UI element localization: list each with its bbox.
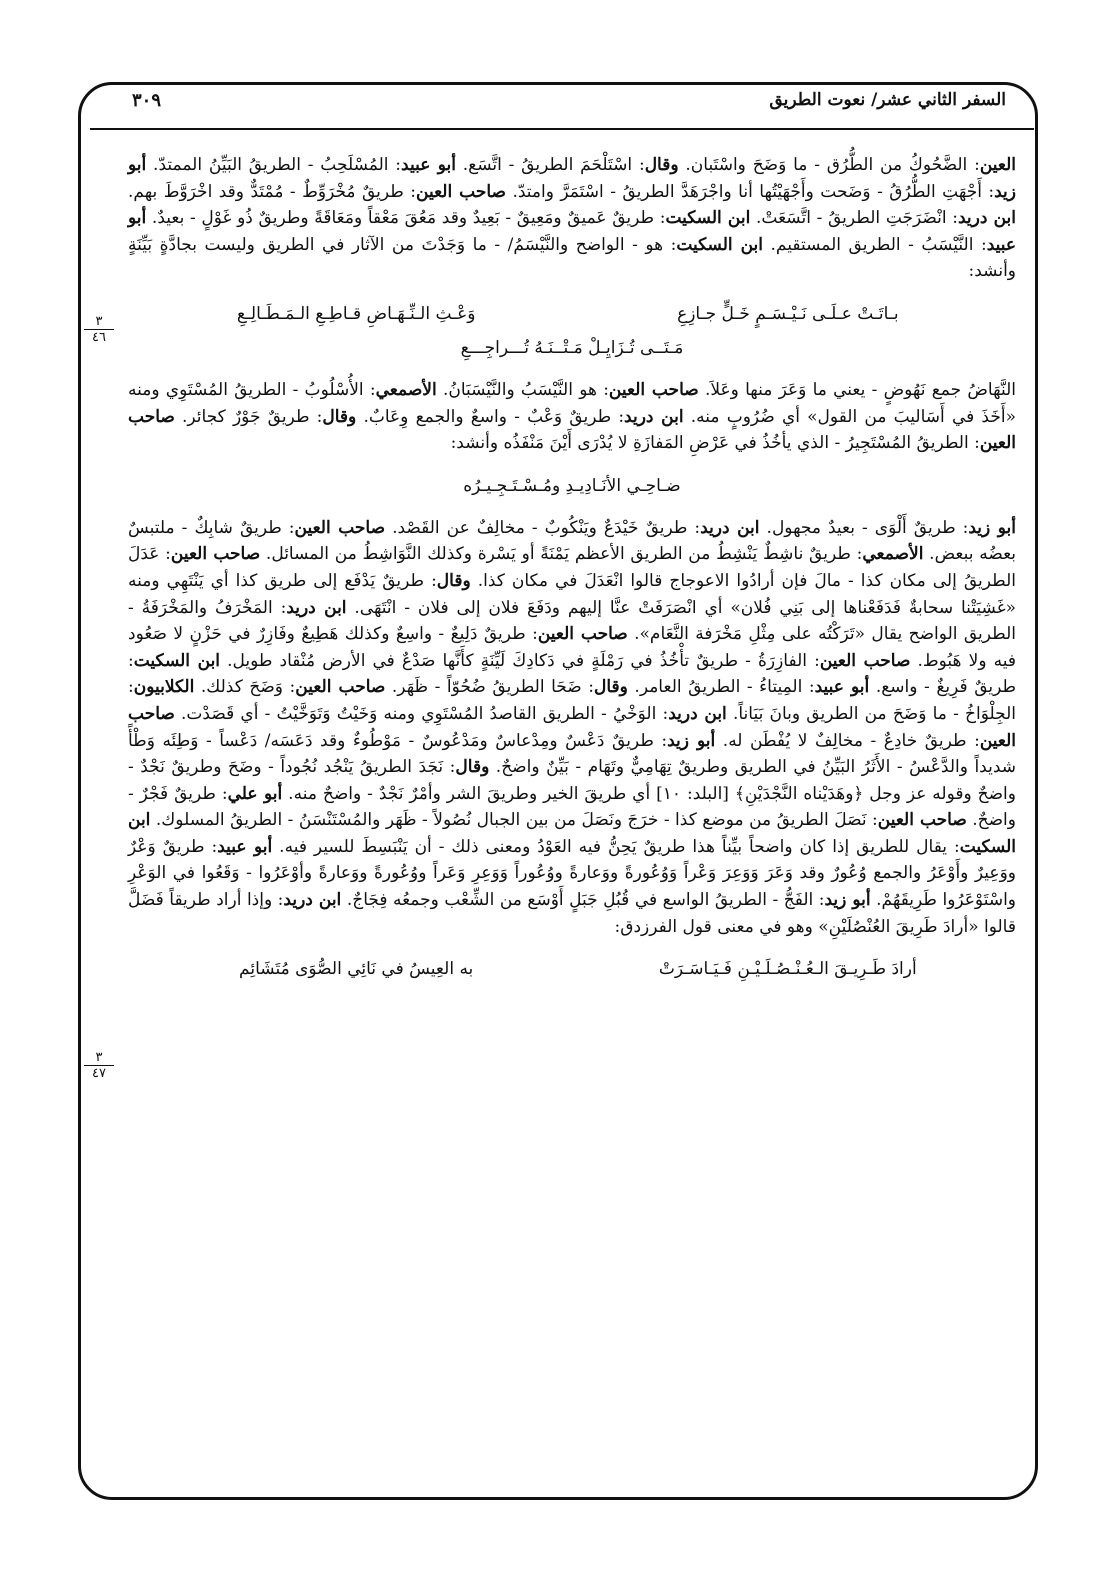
poem — [128, 297, 1016, 365]
page-number: ٣٠٩ — [132, 90, 162, 111]
running-title: السفر الثاني عشر/ نعوت الطريق — [769, 90, 1006, 110]
page-header — [110, 90, 1006, 118]
paragraph: أبو زيد: طريقٌ أَلْوَى - بعيدٌ مجهول. ابن دريد: طريقٌ خَيْدَعٌ ويَنْكُوبٌ - مخالِفٌ عن القَصْد. صاحب العين: طريقٌ شابِكٌ - ملتبسٌ بعضُه ببعض. الأصمعي: طريقٌ ناشِطٌ يَنْشِطُ من الطريق الأعظم يَمْنَةً أو يَسْرة وكذلك النَّوَاشِطُ من المسائل. صاحب العين: عَدَلَ الطريقُ إلى مكان كذا - مالَ فإن أرادُوا الاعوجاج قالوا انْعَدَلَ في مكان كذا. وقال: طريقٌ يَدْفَع إلى طريق كذا أي يَنْتَهِي ومنه «غَشِيَتْنا سحابةٌ فَدَفَعْناها إلى بَنِي فُلان» أي انْصَرَفَتْ عنَّا إليهم ودَفَعَ فلان إلى فلان - انْتَهَى. ابن دريد: المَخْرَفُ والمَخْرَفَةُ - الطريق الواضح يقال «تَرَكْتُه على مِثْلِ مَخْرَفة النَّعَام». صاحب العين: طريقٌ دَلِيعٌ - واسِعٌ وكذلك هَطِيعٌ وفَازِرٌ في حَزْنٍ لا صَعُود فيه ولا هَبُوط. صاحب العين: الفازِرَةُ - طريقٌ تأْخُذُ في رَمْلَةٍ في دَكادِكَ لَيِّنَةٍ كأَنَّها صَدْعٌ في الأرض مُنْقاد طويل. ابن السكيت: طريقٌ فَرِيغٌ - واسع. أبو عبيد: المِيتاءُ - الطريقُ العامر. وقال: ضَحَا الطريقُ ضُحُوّاً - ظَهَر. صاحب العين: وَضَحَ كذلك. الكلابيون: الجِلْوَاخُ - ما وَضَحَ من الطريق وبانَ بَيَاناً. ابن دريد: الوَخْيُ - الطريق القاصدُ المُسْتَوِي ومنه وَخَيْتُ وَتَوَخَّيْتُ - أي قَصَدْت. صاحب العين: طريقٌ خادِعٌ - مخالِفٌ لا يُفْطَن له. أبو زيد: طريقٌ دَعْسٌ ومِدْعاسٌ ومَدْعُوسٌ - مَوْطُوءٌ وقد دَعَسَه/ دَعْساً - وَطِئَه وَطْأً شديداً والدَّعْسُ - الأَثَرُ البَيِّنُ في الطريق وطريقٌ تِهَامِيٌّ وتَهَام - بَيِّنٌ واضحٌ. وقال: نَجَدَ الطريقُ يَنْجُد نُجُوداً - وضَحَ وطريقٌ نَجْدٌ - واضحٌ وقوله عز وجل ﴿وهَدَيْناه النَّجْدَيْنِ﴾ [البلد: ١٠] أي طريقَ الخير وطريقَ الشر وأمْرٌ نَجْدٌ - واضحٌ منه. أبو علي: طريقٌ فَجْرٌ - واضحٌ. صاحب العين: نَصَلَ الطريقُ من موضع كذا - خرَجَ ونَصَلَ من بين الجبال نُصُولاً - ظَهَر والمُسْتَنْسَنُ - الطريقُ المسلوك. ابن السكيت: يقال للطريق إذا كان واضحاً بيِّناً هذا طريقٌ يَحِنُّ فيه العَوْدُ ومعنى ذلك - أن يَنْبَسِطَ للسير فيه. أبو عبيد: طريقٌ وَعْرٌ ووَعِيرٌ وأَوْعَرُ والجمع وُعُورٌ وقد وَعَرَ وَوَعِرَ وَعْراً وَوُعُورةً ووَعارةً ووُعُوراً وَوَعِرِ وَعَراً ووُعُورةً ووَعارةً وأوْعَرُوا - وَقَعُوا في الوَعْرِ واسْتَوْعَرُوا طَرِيقَهُمْ. أبو زيد: الفَجُّ - الطريقُ الواسع في قُبُلِ جَبَلٍ أَوْسَع من الشِّعْب وجمعُه فِجَاجٌ. ابن دريد: وإذا أراد طريقاً فَضَلَّ قالوا «أرادَ طَرِيقَ العُنْصُلَيْنِ» وهو في معنى قول الفرزدق: — [128, 517, 1017, 937]
hemistich: بـاتَـتْ عـلَـى نَـيْـسَـمٍ خَـلٍّ جـازِعِ — [677, 303, 899, 324]
hemistich: أرادَ طَـرِيـقَ الـعُـنْـصُـلَـيْـنِ فَـيَـاسَـرَتْ — [658, 959, 917, 980]
hemistich: مَـتَــى تُـزَايِـلْ مَـتْــنَـهُ تُـــراجِـــعِ — [460, 337, 684, 358]
poem — [128, 469, 1016, 503]
paragraph: النَّهَاضُ جمع نَهُوضٍ - يعني ما وَعَرَ منها وعَلاَ. صاحب العين: هو النَّيْسَبُ والنَّيْسَبَانُ. الأصمعي: الأُسْلُوبُ - الطريقُ المُسْتَوِي ومنه «أَخَذَ في أَسَاليبَ من القول» أي ضُرُوبٍ منه. ابن دريد: طريقٌ وَعْبٌ - واسعٌ والجمع وِعَابٌ. وقال: طريقٌ جَوْرٌ كجائر. صاحب العين: الطريقُ المُسْتَجِيرُ - الذي يأخُذُ في عَرْضِ المَفازَةِ لا يُدْرَى أَيْنَ مَنْفَذُه وأنشد: — [128, 379, 1016, 454]
hemistich: وَعْـثِ الـنِّـهَـاضِ قـاطِـعِ الـمَـطَـالِـعِ — [236, 303, 476, 324]
paragraph: العين: الضَّحُوكُ من الطُّرُق - ما وَضَحَ واسْتَبان. وقال: اسْتَلْحَمَ الطريقُ - اتَّسَع. أبو عبيد: المُسْلَحِبُ - الطريقُ البَيِّنُ الممتدّ. أبو زيد: أَجْهَتِ الطُّرُقُ - وَضَحت وأَجْهَيْتُها أنا واجْرَهَدَّ الطريقُ - اسْتَمَرَّ وامتدّ. صاحب العين: طريقٌ مُخْرَوِّطٌ - مُمْتَدٌّ وقد اخْرَوَّطَ بهم. ابن دريد: انْضَرَجَتِ الطريقُ - اتَّسَعَتْ. ابن السكيت: طريقٌ عَميقٌ ومَعِيقٌ - بَعِيدٌ وقد مَعُقَ مَعْقاً ومَعَاقَةً وطريقٌ ذُو غَوْلٍ - بعيدٌ. أبو عبيد: النَّيْسَبُ - الطريق المستقيم. ابن السكيت: هو - الواضح والنَّيْسَمُ/ - ما وَجَدْتَ من الآثار في الطريق وليست بجادَّةٍ بَيِّنَةٍ وأنشد: — [128, 155, 1017, 282]
margin-ref: ٣ ٤٦ — [84, 314, 114, 345]
header-rule — [90, 128, 1034, 130]
page-body — [128, 152, 1016, 986]
poem — [128, 952, 1016, 986]
hemistich: به العِيسُ في نَائِي الصُّوَى مُتَشَائِم — [239, 959, 474, 980]
hemistich: ضـاحِـي الأنَـادِيـدِ ومُـسْـتَـجِـيـرُه — [463, 475, 681, 496]
margin-ref: ٣ ٤٧ — [84, 1050, 114, 1081]
